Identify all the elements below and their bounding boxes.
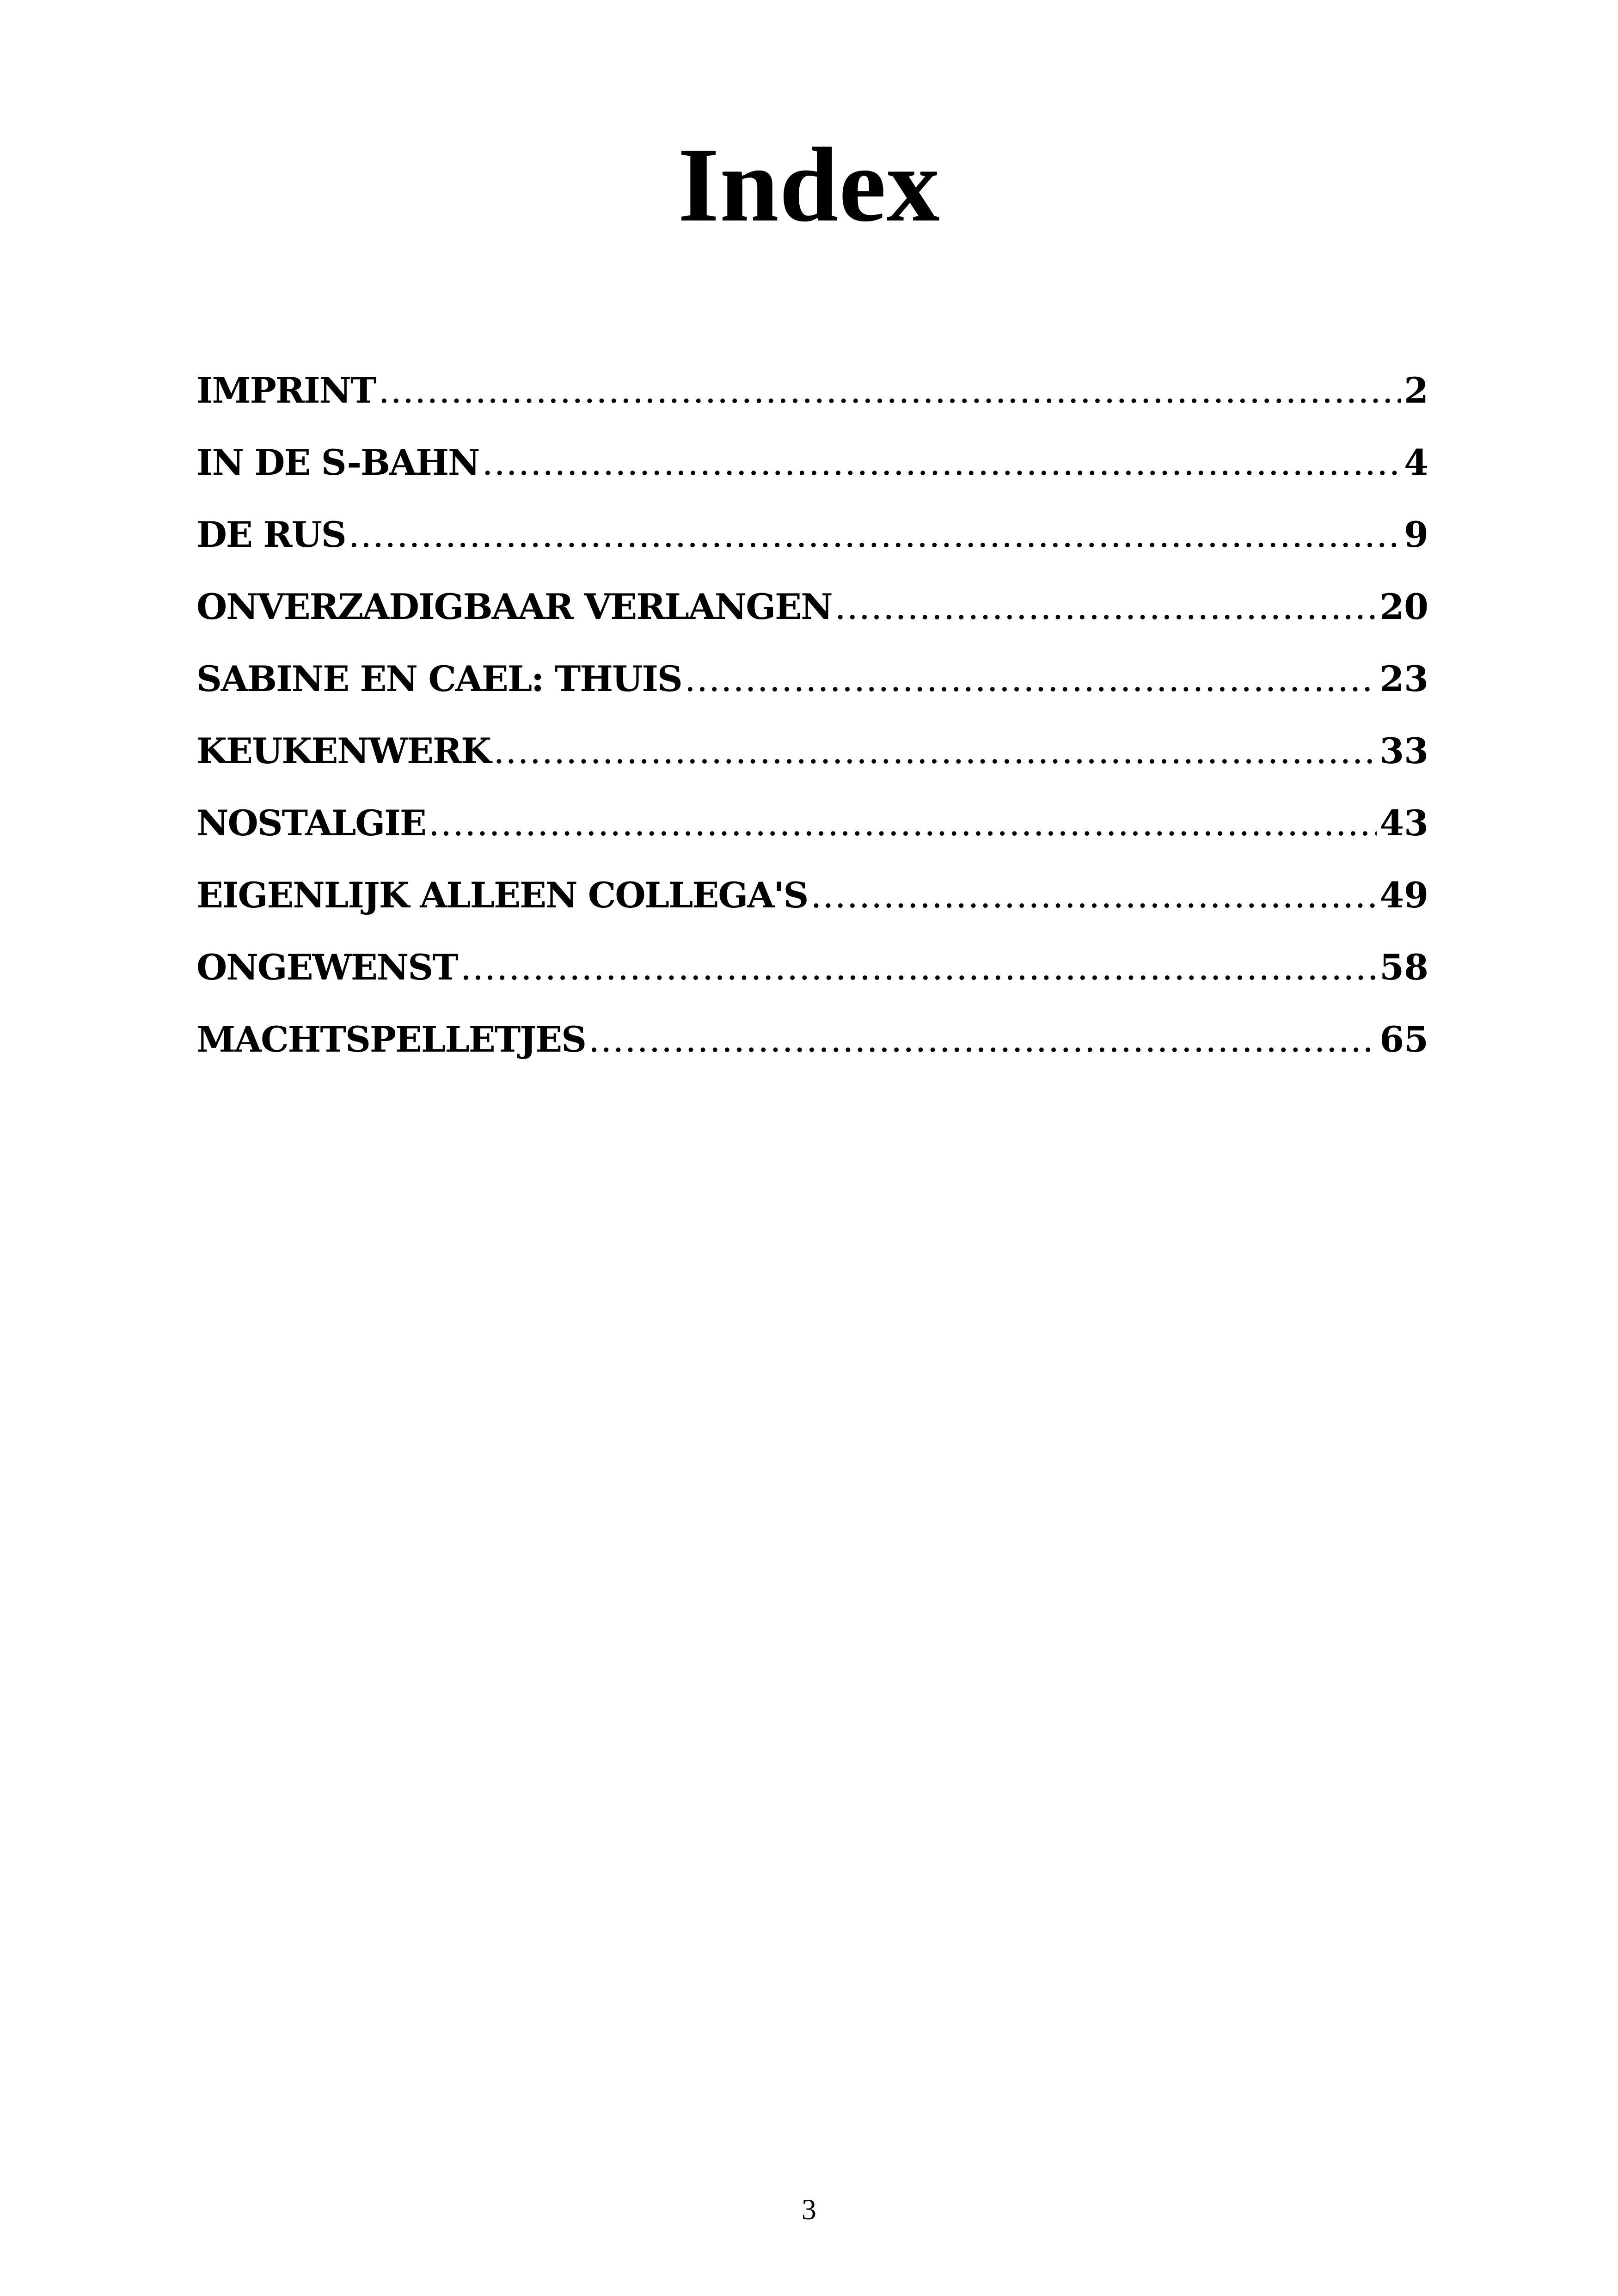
toc-entry[interactable] bbox=[196, 658, 1428, 730]
toc-leader-dots bbox=[460, 947, 1377, 988]
toc-leader-dots bbox=[429, 802, 1377, 844]
toc-entry[interactable] bbox=[196, 586, 1428, 658]
toc-entry-label: ONGEWENST bbox=[196, 947, 458, 988]
page-number: 3 bbox=[802, 2193, 816, 2226]
toc-leader-dots bbox=[482, 442, 1401, 483]
toc-entry-label: IMPRINT bbox=[196, 370, 376, 411]
toc-entry-label: NOSTALGIE bbox=[196, 802, 426, 844]
toc-entry-page: 43 bbox=[1379, 802, 1428, 844]
toc-entry-page: 58 bbox=[1379, 947, 1428, 988]
toc-entry-label: EIGENLIJK ALLEEN COLLEGA'S bbox=[196, 875, 808, 916]
toc-entry-label: DE RUS bbox=[196, 514, 346, 555]
toc-leader-dots bbox=[835, 586, 1377, 627]
toc-entry-page: 9 bbox=[1404, 514, 1428, 555]
toc-entry-page: 49 bbox=[1379, 875, 1428, 916]
toc-entry[interactable] bbox=[196, 1019, 1428, 1091]
toc-entry[interactable] bbox=[196, 514, 1428, 586]
toc-entry-label: ONVERZADIGBAAR VERLANGEN bbox=[196, 586, 832, 627]
toc-entry[interactable] bbox=[196, 442, 1428, 514]
toc-leader-dots bbox=[685, 658, 1377, 699]
toc-entry-page: 20 bbox=[1379, 586, 1428, 627]
toc-leader-dots bbox=[810, 875, 1377, 916]
toc-entry[interactable] bbox=[196, 947, 1428, 1019]
toc-leader-dots bbox=[493, 730, 1377, 771]
toc-entry-label: IN DE S-BAHN bbox=[196, 442, 479, 483]
toc-entry[interactable] bbox=[196, 875, 1428, 947]
toc-entry-page: 65 bbox=[1379, 1019, 1428, 1060]
toc-entry[interactable] bbox=[196, 730, 1428, 802]
toc-leader-dots bbox=[349, 514, 1401, 555]
toc-leader-dots bbox=[379, 370, 1402, 411]
toc-entry-label: KEUKENWERK bbox=[196, 730, 491, 771]
page-title: Index bbox=[678, 126, 940, 244]
toc-entry-page: 4 bbox=[1404, 442, 1428, 483]
toc-leader-dots bbox=[588, 1019, 1377, 1060]
toc-entry-label: SABINE EN CAEL: THUIS bbox=[196, 658, 682, 699]
toc-entry-page: 23 bbox=[1379, 658, 1428, 699]
toc-entry-label: MACHTSPELLETJES bbox=[196, 1019, 586, 1060]
table-of-contents bbox=[196, 370, 1428, 1091]
toc-entry[interactable] bbox=[196, 802, 1428, 875]
toc-entry[interactable] bbox=[196, 370, 1428, 442]
toc-entry-page: 2 bbox=[1404, 370, 1428, 411]
toc-entry-page: 33 bbox=[1379, 730, 1428, 771]
